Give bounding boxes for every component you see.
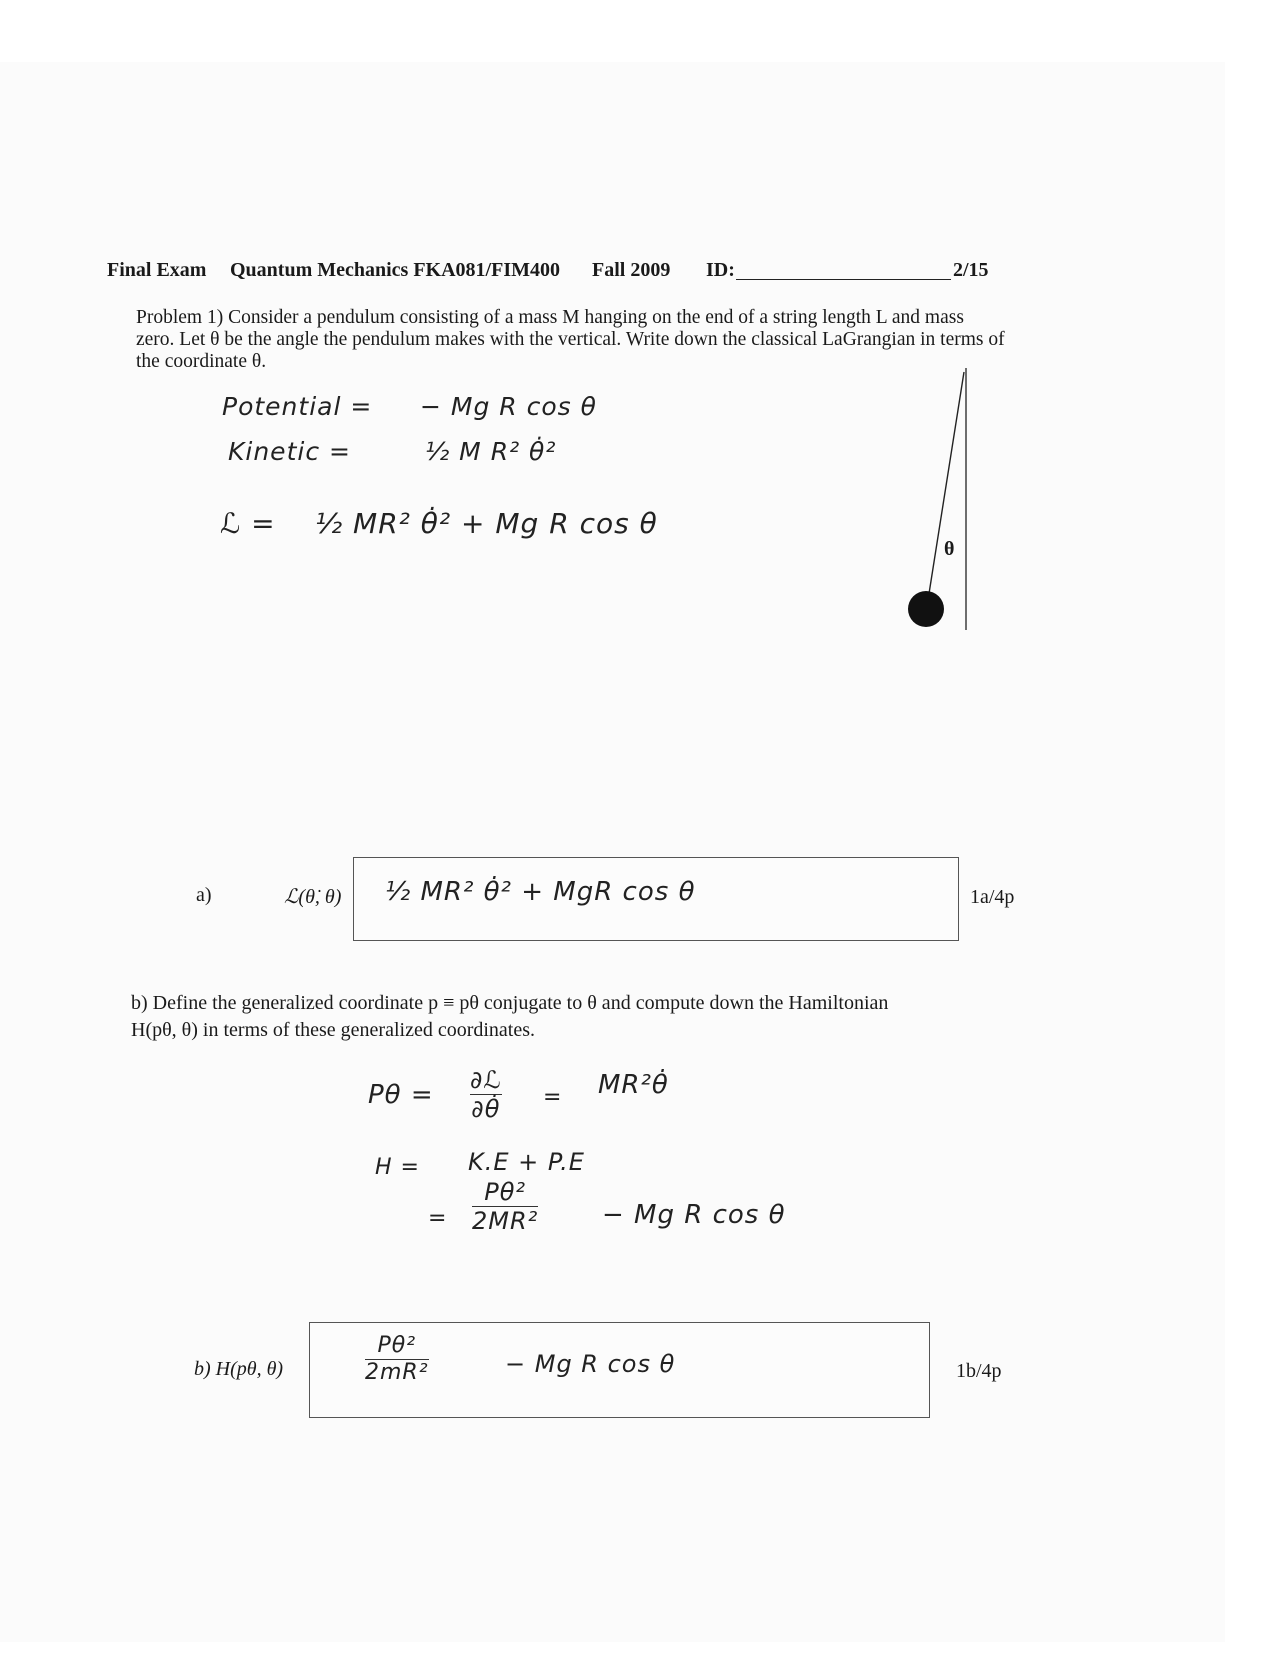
pendulum-string <box>928 372 964 600</box>
answer-b-symbol: b) H(pθ, θ) <box>194 1358 284 1380</box>
page-number: 2/15 <box>953 259 989 281</box>
id-line <box>736 279 951 280</box>
hamiltonian-sum: K.E + P.E <box>468 1148 585 1176</box>
answer-b-potential: − Mg R cos θ <box>505 1350 676 1378</box>
momentum-label: Pθ = <box>368 1080 434 1110</box>
momentum-derivative: $\frac{\text{∂ℒ}}{\partial\thetȧ}$ <box>470 1066 502 1123</box>
momentum-result: MR²θ̇ <box>598 1070 669 1100</box>
problem-statement: Problem 1) Consider a pendulum consisting of a mass M hanging on the end of a string length L and mass zero. Let θ be the angle the pendulum makes with the vertical. Write down the classical LaGrangian in terms of the coordinate θ. <box>136 307 1005 372</box>
pendulum-figure <box>895 360 985 640</box>
pendulum-mass <box>908 591 944 627</box>
hamiltonian-potential: − Mg R cos θ <box>602 1200 786 1230</box>
part-a-label: a) <box>196 884 212 906</box>
part-b-statement-2: H(pθ, θ) in terms of these generalized coordinates. <box>131 1019 536 1041</box>
hamiltonian-equals: = <box>428 1206 448 1231</box>
kinetic-value: ½ M R² θ̇² <box>425 437 557 466</box>
answer-b-kinetic: $\frac{\text{Pθ²}}{\text{2mR²}}$ <box>365 1333 429 1385</box>
answer-a-points: 1a/4p <box>970 886 1015 908</box>
potential-label: Potential = <box>222 392 373 421</box>
angle-label: θ <box>944 538 955 560</box>
answer-b-points: 1b/4p <box>956 1360 1002 1382</box>
course-name: Quantum Mechanics FKA081/FIM400 <box>230 259 560 281</box>
potential-value: − Mg R cos θ <box>420 392 597 421</box>
answer-a-symbol: ℒ(θ̇, θ) <box>284 886 342 908</box>
id-label: ID: <box>706 259 735 281</box>
answer-a-value: ½ MR² θ̇² + MgR cos θ <box>385 877 696 907</box>
hamiltonian-label: H = <box>375 1155 420 1180</box>
hamiltonian-kinetic: $\frac{\text{Pθ²}}{\text{2MR²}}$ <box>472 1178 539 1235</box>
lagrangian-value: ½ MR² θ̇² + Mg R cos θ <box>315 507 658 540</box>
exam-term: Fall 2009 <box>592 259 671 281</box>
part-b-statement-1: b) Define the generalized coordinate p ≡ pθ conjugate to θ and compute down the Hamiltonian <box>131 992 889 1014</box>
momentum-equals: = <box>543 1085 563 1110</box>
kinetic-label: Kinetic = <box>228 437 351 466</box>
exam-title: Final Exam <box>107 259 207 281</box>
lagrangian-label: ℒ = <box>220 507 276 540</box>
